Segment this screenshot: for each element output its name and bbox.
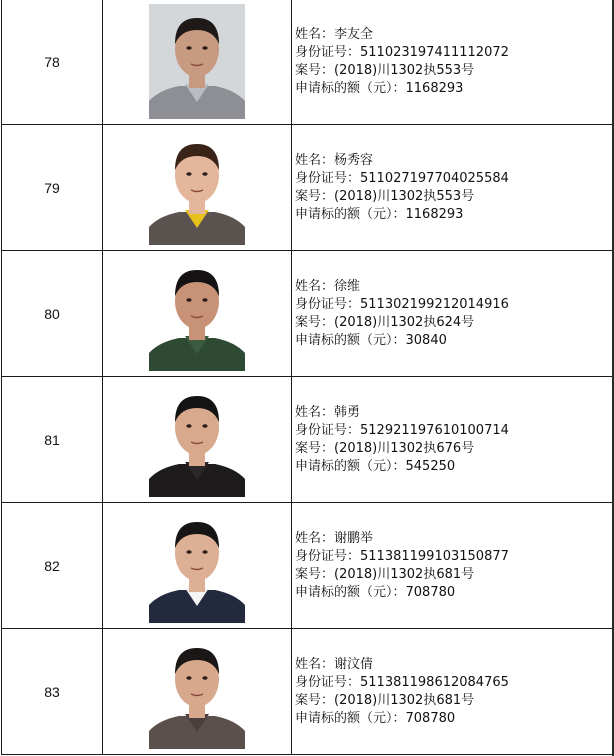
portrait-photo — [149, 256, 245, 371]
case-label: 案号： — [295, 188, 335, 204]
name-line — [295, 278, 613, 296]
id-label: 身份证号： — [295, 674, 361, 690]
case-label: 案号： — [295, 566, 335, 582]
case-line — [295, 314, 613, 332]
case-number: (2018)川1302执676号 — [334, 440, 475, 456]
claim-amount: 708780 — [405, 584, 456, 600]
table-row — [2, 629, 614, 755]
person-name: 韩勇 — [334, 404, 361, 420]
id-number: 511023197411112072 — [360, 44, 509, 60]
person-name: 谢汶倩 — [334, 656, 374, 672]
portrait-photo — [149, 508, 245, 623]
case-line — [295, 692, 613, 710]
id-line — [295, 296, 613, 314]
case-number: (2018)川1302执553号 — [334, 62, 475, 78]
id-line — [295, 422, 613, 440]
info-cell — [292, 503, 614, 629]
row-index: 83 — [2, 629, 103, 755]
name-label: 姓名： — [295, 278, 335, 294]
case-line — [295, 62, 613, 80]
person-name: 谢鹏举 — [334, 530, 374, 546]
row-index: 80 — [2, 251, 103, 377]
amount-label: 申请标的额（元）： — [295, 584, 406, 600]
case-number: (2018)川1302执624号 — [334, 314, 475, 330]
id-label: 身份证号： — [295, 422, 361, 438]
records-table — [1, 0, 614, 755]
id-label: 身份证号： — [295, 170, 361, 186]
photo-cell — [103, 0, 292, 125]
table-row — [2, 125, 614, 251]
id-number: 511027197704025584 — [360, 170, 509, 186]
records-body — [2, 0, 614, 755]
amount-label: 申请标的额（元）： — [295, 80, 406, 96]
case-label: 案号： — [295, 314, 335, 330]
amount-line — [295, 584, 613, 602]
amount-label: 申请标的额（元）： — [295, 206, 406, 222]
person-name: 徐维 — [334, 278, 361, 294]
amount-label: 申请标的额（元）： — [295, 332, 406, 348]
row-index: 78 — [2, 0, 103, 125]
id-number: 511381199103150877 — [360, 548, 509, 564]
name-label: 姓名： — [295, 656, 335, 672]
amount-line — [295, 80, 613, 98]
id-number: 511302199212014916 — [360, 296, 509, 312]
table-row — [2, 251, 614, 377]
id-line — [295, 44, 613, 62]
info-cell — [292, 125, 614, 251]
name-label: 姓名： — [295, 404, 335, 420]
table-row — [2, 0, 614, 125]
id-number: 512921197610100714 — [360, 422, 509, 438]
id-label: 身份证号： — [295, 548, 361, 564]
name-line — [295, 404, 613, 422]
claim-amount: 545250 — [405, 458, 456, 474]
name-line — [295, 530, 613, 548]
id-line — [295, 548, 613, 566]
info-cell — [292, 0, 614, 125]
person-name: 李友全 — [334, 26, 374, 42]
id-number: 511381198612084765 — [360, 674, 509, 690]
id-line — [295, 170, 613, 188]
name-label: 姓名： — [295, 152, 335, 168]
photo-cell — [103, 125, 292, 251]
claim-amount: 708780 — [405, 710, 456, 726]
portrait-photo — [149, 382, 245, 497]
name-label: 姓名： — [295, 26, 335, 42]
claim-amount: 1168293 — [405, 80, 464, 96]
amount-line — [295, 332, 613, 350]
info-cell — [292, 251, 614, 377]
case-line — [295, 566, 613, 584]
id-label: 身份证号： — [295, 44, 361, 60]
name-label: 姓名： — [295, 530, 335, 546]
id-label: 身份证号： — [295, 296, 361, 312]
amount-label: 申请标的额（元）： — [295, 458, 406, 474]
photo-cell — [103, 251, 292, 377]
info-cell — [292, 377, 614, 503]
amount-label: 申请标的额（元）： — [295, 710, 406, 726]
case-label: 案号： — [295, 440, 335, 456]
case-number: (2018)川1302执681号 — [334, 692, 475, 708]
claim-amount: 1168293 — [405, 206, 464, 222]
name-line — [295, 152, 613, 170]
row-index: 82 — [2, 503, 103, 629]
case-number: (2018)川1302执553号 — [334, 188, 475, 204]
photo-cell — [103, 629, 292, 755]
row-index: 79 — [2, 125, 103, 251]
portrait-photo — [149, 130, 245, 245]
case-label: 案号： — [295, 692, 335, 708]
claim-amount: 30840 — [405, 332, 447, 348]
portrait-photo — [149, 634, 245, 749]
photo-cell — [103, 503, 292, 629]
case-line — [295, 188, 613, 206]
amount-line — [295, 206, 613, 224]
id-line — [295, 674, 613, 692]
row-index: 81 — [2, 377, 103, 503]
person-name: 杨秀容 — [334, 152, 374, 168]
portrait-photo — [149, 4, 245, 119]
photo-cell — [103, 377, 292, 503]
case-number: (2018)川1302执681号 — [334, 566, 475, 582]
name-line — [295, 26, 613, 44]
info-cell — [292, 629, 614, 755]
table-row — [2, 377, 614, 503]
case-line — [295, 440, 613, 458]
amount-line — [295, 710, 613, 728]
table-row — [2, 503, 614, 629]
case-label: 案号： — [295, 62, 335, 78]
amount-line — [295, 458, 613, 476]
name-line — [295, 656, 613, 674]
